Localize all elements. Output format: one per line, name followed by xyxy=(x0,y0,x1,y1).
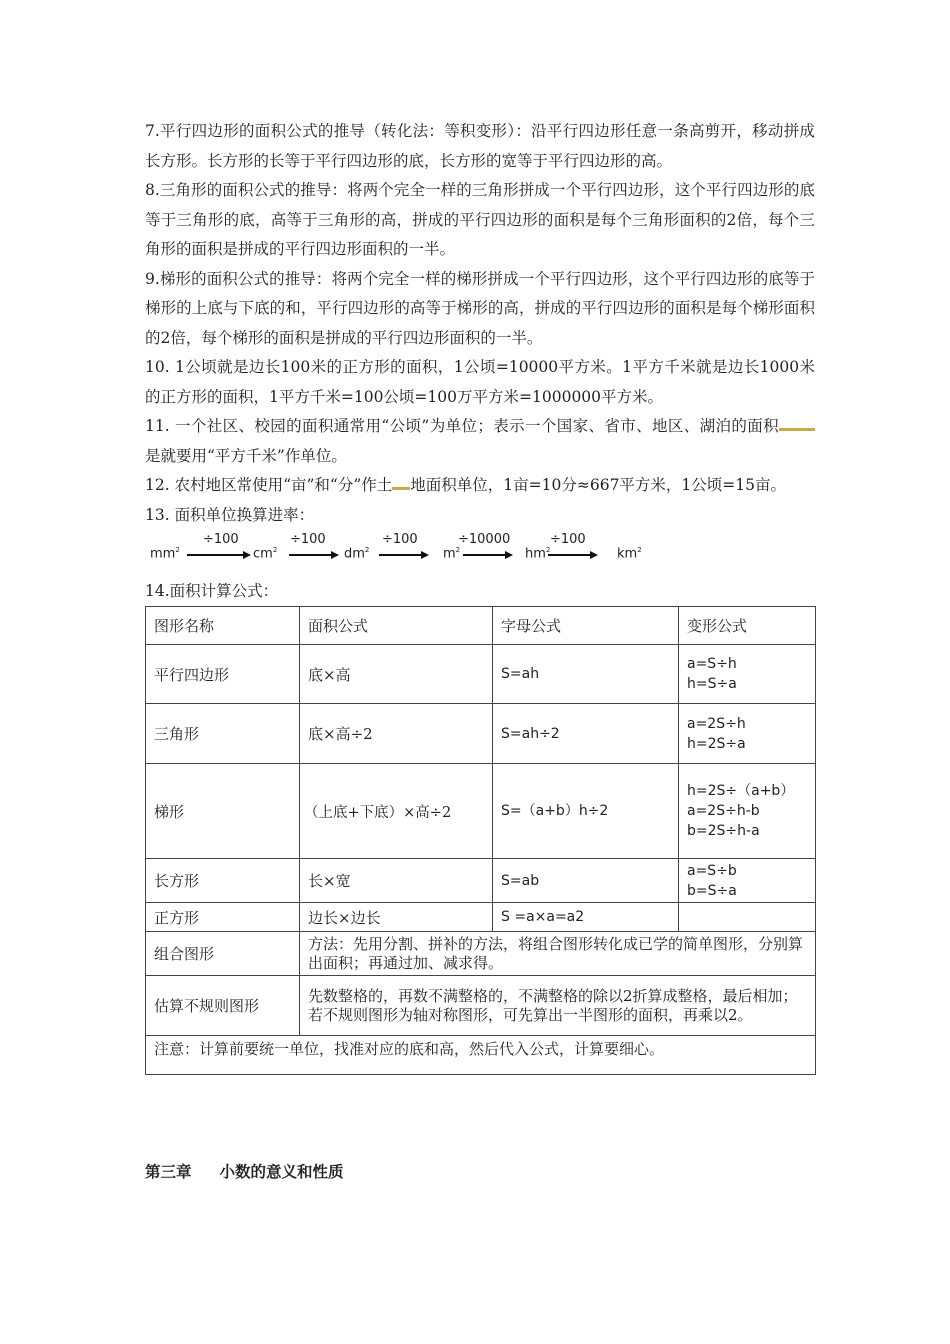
document-page xyxy=(145,0,815,1075)
header-cell: 面积公式 xyxy=(300,607,493,645)
unit-dm: $dm^2$ xyxy=(344,546,370,562)
table-row xyxy=(146,704,816,764)
shape-name: 平行四边形 xyxy=(146,645,300,704)
paragraph-12 xyxy=(145,471,815,501)
table-header-row xyxy=(146,607,816,645)
letter-formula: S=ab xyxy=(493,859,679,903)
variant-formulas: a=2S÷h h=2S÷a xyxy=(679,704,816,764)
area-formula: 边长×边长 xyxy=(300,903,493,932)
fill-blank-mark xyxy=(779,424,815,431)
area-formula: （上底+下底）×高÷2 xyxy=(300,764,493,859)
rate-label: ÷100 xyxy=(290,532,326,547)
header-cell: 图形名称 xyxy=(146,607,300,645)
paragraph-11-part-a: 11. 一个社区、校园的面积通常用“公顷”为单位；表示一个国家、省市、地区、湖泊的面积 xyxy=(145,417,779,435)
paragraph-12-part-b: 地面积单位，1亩=10分≈667平方米，1公顷=15亩。 xyxy=(410,476,786,494)
shape-name: 组合图形 xyxy=(146,932,300,976)
rate-label: ÷100 xyxy=(550,532,586,547)
table-row xyxy=(146,903,816,932)
unit-cm: $cm^2$ xyxy=(253,546,278,562)
fill-blank-mark xyxy=(392,483,410,490)
arrow-icon xyxy=(187,550,251,560)
letter-formula: S=ah÷2 xyxy=(493,704,679,764)
variant-formulas: h=2S÷（a+b） a=2S÷h-b b=2S÷h-a xyxy=(679,764,816,859)
note-text: 注意：计算前要统一单位，找准对应的底和高，然后代入公式，计算要细心。 xyxy=(146,1036,816,1075)
paragraph-9: 9.梯形的面积公式的推导：将两个完全一样的梯形拼成一个平行四边形，这个平行四边形的底等于梯形的上底与下底的和，平行四边形的高等于梯形的高，拼成的平行四边形的面积是每个梯形面积的2倍，每个梯形的面积是拼成的平行四边形面积的一半。 xyxy=(145,269,815,347)
variant-formulas: a=S÷h h=S÷a xyxy=(679,645,816,704)
table-row xyxy=(146,932,816,976)
rate-label: ÷100 xyxy=(382,532,418,547)
arrow-icon xyxy=(379,550,429,560)
area-formula-table xyxy=(145,606,816,1075)
unit-mm: $mm^2$ xyxy=(150,546,180,562)
table-row xyxy=(146,1036,816,1075)
arrow-icon xyxy=(289,550,339,560)
shape-name: 正方形 xyxy=(146,903,300,932)
shape-name: 估算不规则图形 xyxy=(146,976,300,1036)
chapter-number: 第三章 xyxy=(145,1163,192,1181)
chapter-heading xyxy=(145,1160,372,1182)
paragraph-11 xyxy=(145,412,815,471)
header-cell: 变形公式 xyxy=(679,607,816,645)
unit-km: $km^2$ xyxy=(617,546,642,562)
method-text: 方法：先用分割、拼补的方法，将组合图形转化成已学的简单图形，分别算出面积；再通过加、减求得。 xyxy=(300,932,816,976)
shape-name: 长方形 xyxy=(146,859,300,903)
rate-label: ÷10000 xyxy=(458,532,511,547)
letter-formula: S =a×a=a2 xyxy=(493,903,679,932)
table-row xyxy=(146,859,816,903)
unit-m: $m^2$ xyxy=(443,546,461,562)
area-formula: 底×高÷2 xyxy=(300,704,493,764)
paragraph-11-part-b: 是就要用“平方千米”作单位。 xyxy=(145,446,347,465)
table-row xyxy=(146,764,816,859)
chapter-title: 小数的意义和性质 xyxy=(219,1163,344,1181)
paragraph-10: 10. 1公顷就是边长100米的正方形的面积，1公顷=10000平方米。1平方千米就是边长1000米的正方形的面积，1平方千米=100公顷=100万平方米=1000000平方米。 xyxy=(145,358,815,406)
shape-name: 梯形 xyxy=(146,764,300,859)
paragraph-14: 14.面积计算公式： xyxy=(145,582,279,600)
shape-name: 三角形 xyxy=(146,704,300,764)
letter-formula: S=（a+b）h÷2 xyxy=(493,764,679,859)
method-text: 先数整格的，再数不满整格的，不满整格的除以2折算成整格，最后相加；若不规则图形为轴对称图形，可先算出一半图形的面积，再乘以2。 xyxy=(300,976,816,1036)
variant-formulas xyxy=(679,903,816,932)
paragraph-7: 7.平行四边形的面积公式的推导（转化法：等积变形）：沿平行四边形任意一条高剪开，移动拼成长方形。长方形的长等于平行四边形的底，长方形的宽等于平行四边形的高。 xyxy=(145,122,815,170)
paragraph-8: 8.三角形的面积公式的推导：将两个完全一样的三角形拼成一个平行四边形，这个平行四边形的底等于三角形的底，高等于三角形的高，拼成的平行四边形的面积是每个三角形面积的2倍，每个三角形的面积是拼成的平行四边形面积的一半。 xyxy=(145,181,815,258)
letter-formula: S=ah xyxy=(493,645,679,704)
header-cell: 字母公式 xyxy=(493,607,679,645)
paragraph-13: 13. 面积单位换算进率： xyxy=(145,505,315,524)
arrow-icon xyxy=(463,550,513,560)
area-formula: 长×宽 xyxy=(300,859,493,903)
table-row xyxy=(146,976,816,1036)
table-row xyxy=(146,645,816,704)
arrow-icon xyxy=(548,550,598,560)
unit-conversion-diagram xyxy=(145,532,815,574)
paragraph-12-part-a: 12. 农村地区常使用“亩”和“分”作土 xyxy=(145,476,393,494)
variant-formulas: a=S÷b b=S÷a xyxy=(679,859,816,903)
rate-label: ÷100 xyxy=(203,532,239,547)
area-formula: 底×高 xyxy=(300,645,493,704)
unit-hm: $hm^2$ xyxy=(525,546,551,562)
